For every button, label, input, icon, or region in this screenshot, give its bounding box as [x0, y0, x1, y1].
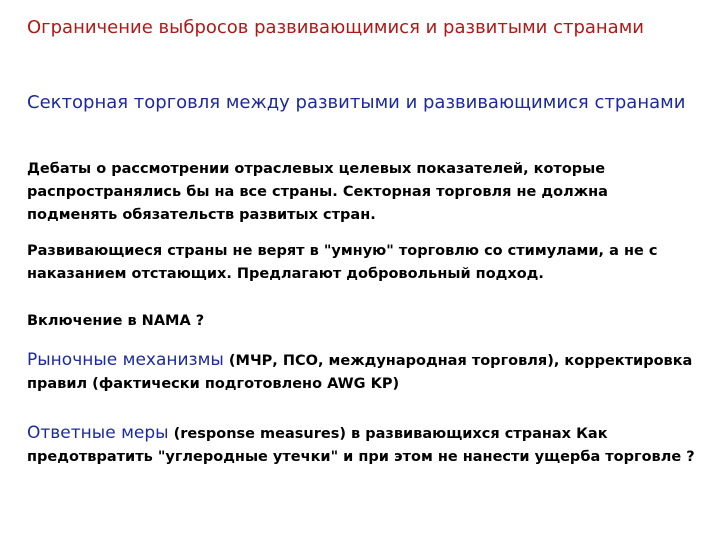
market-mechanisms-text: (МЧР, ПСО, международная торговля), корректировка правил (фактически подготовлено AWG KP)	[27, 353, 693, 392]
paragraph-sector-targets: Дебаты о рассмотрении отраслевых целевых показателей, которые распространялись бы на все страны. Секторная торговля не должна подменять обязательств развитых стран.	[27, 161, 608, 223]
slide-subtitle: Секторная торговля между развитыми и развивающимися странами	[27, 92, 686, 113]
paragraph-nama: Включение в NAMA ?	[27, 313, 205, 329]
response-measures-text: (response measures) в развивающихся странах Как предотвратить "углеродные утечки" и при этом не нанести ущерба торговле ?	[27, 426, 695, 465]
slide-title: Ограничение выбросов развивающимися и развитыми странами	[27, 17, 644, 38]
response-measures-heading: Ответные меры	[27, 423, 169, 443]
paragraph-market-mechanisms	[27, 349, 697, 396]
market-mechanisms-heading: Рыночные механизмы	[27, 350, 224, 370]
paragraph-response-measures	[27, 422, 697, 469]
paragraph-developing-countries: Развивающиеся страны не верят в "умную" торговлю со стимулами, а не с наказанием отстающих. Предлагают добровольный подход.	[27, 243, 658, 282]
